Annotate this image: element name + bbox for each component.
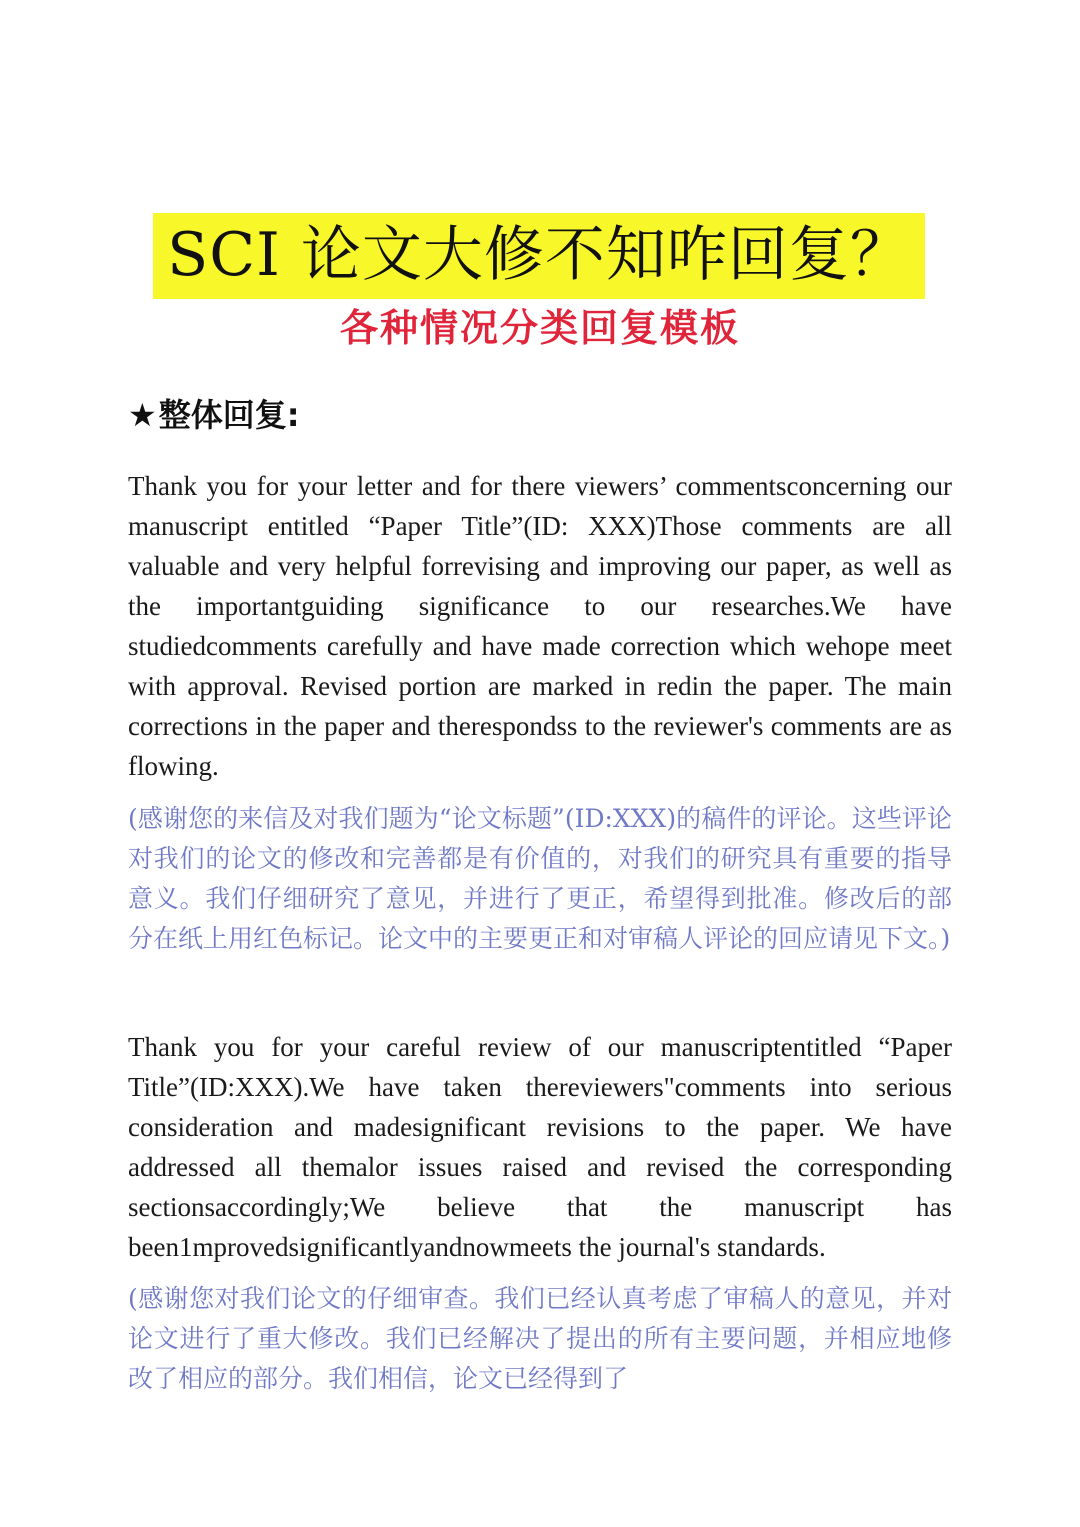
chinese-translation-2: (感谢您对我们论文的仔细审查。我们已经认真考虑了审稿人的意见，并对论文进行了重大修改。我们已经解决了提出的所有主要问题，并相应地修改了相应的部分。我们相信，论文已经得到了	[128, 1284, 952, 1393]
star-icon: ★	[128, 396, 157, 434]
chinese-translation-1: (感谢您的来信及对我们题为“论文标题”(ID:XXX)的稿件的评论。这些评论对我们的论文的修改和完善都是有价值的，对我们的研究具有重要的指导意义。我们仔细研究了意见，并进行了更正，希望得到批准。修改后的部分在纸上用红色标记。论文中的主要更正和对审稿人评论的回应请见下文。)	[128, 804, 952, 953]
english-paragraph-2: Thank you for your careful review of our manuscriptentitled “Paper Title”(ID:XXX).We have taken thereviewers"comments into serious consideration and madesignificant revisions to the paper. We have addressed all themalor issues raised and revised the corresponding sectionsaccordingly;We believe that the manuscript has been1mprovedsignificantlyandnowmeets the journal's standards.	[128, 1032, 952, 1262]
page-title: SCI 论文大修不知咋回复？	[167, 220, 911, 290]
page-subtitle: 各种情况分类回复模板	[339, 306, 740, 350]
section-heading	[128, 390, 300, 440]
section-heading-label: 整体回复:	[158, 396, 300, 434]
english-paragraph-1: Thank you for your letter and for there viewers’ commentsconcerning our manuscript entitled “Paper Title”(ID: XXX)Those comments are all valuable and very helpful forrevising and improving our paper, as well as the importantguiding significance to our researches.We have studiedcomments carefully and have made correction which wehope meet with approval. Revised portion are marked in redin the paper. The main corrections in the paper and therespondss to the reviewer's comments are as flowing.	[128, 471, 952, 781]
title-highlight	[153, 213, 925, 299]
